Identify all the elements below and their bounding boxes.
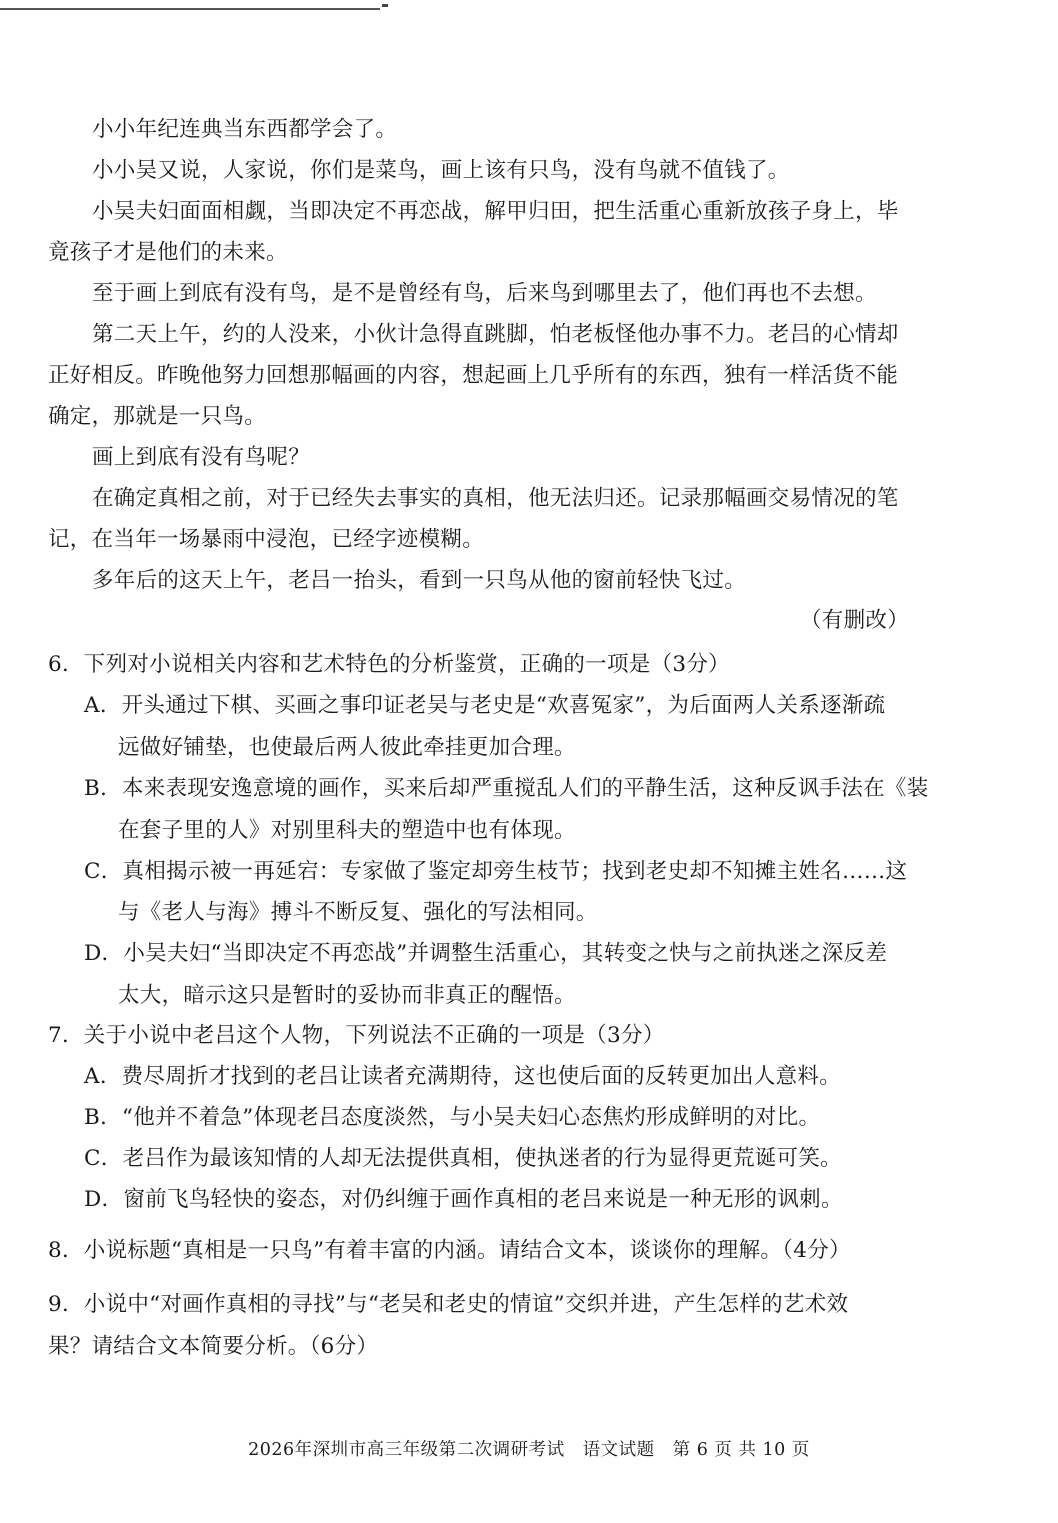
- question-6-option-a-cont: 远做好铺垫，也使最后两人彼此牵挂更加合理。: [118, 735, 576, 760]
- story-paragraph: 在确定真相之前，对于已经失去事实的真相，他无法归还。记录那幅画交易情况的笔: [92, 486, 899, 511]
- question-9-stem-cont: 果？请结合文本简要分析。（6分）: [48, 1334, 379, 1359]
- question-6-option-b-cont: 在套子里的人》对别里科夫的塑造中也有体现。: [118, 818, 576, 843]
- story-paragraph: 至于画上到底有没有鸟，是不是曾经有鸟，后来鸟到哪里去了，他们再也不去想。: [92, 281, 877, 306]
- story-paragraph: 记，在当年一场暴雨中浸泡，已经字迹模糊。: [48, 527, 485, 552]
- question-9-stem: 9．小说中“对画作真相的寻找”与“老吴和老史的情谊”交织并进，产生怎样的艺术效: [48, 1292, 849, 1317]
- question-8-stem: 8．小说标题“真相是一只鸟”有着丰富的内涵。请结合文本，谈谈你的理解。（4分）: [48, 1238, 851, 1263]
- story-paragraph: 小小吴又说，人家说，你们是菜鸟，画上该有只鸟，没有鸟就不值钱了。: [92, 158, 790, 183]
- story-paragraph: 第二天上午，约的人没来，小伙计急得直跳脚，怕老板怪他办事不力。老吕的心情却: [92, 322, 899, 347]
- page-footer: 2026年深圳市高三年级第二次调研考试 语文试题 第 6 页 共 10 页: [248, 1440, 810, 1460]
- question-7-option-d: D．窗前飞鸟轻快的姿态，对仍纠缠于画作真相的老吕来说是一种无形的讽刺。: [84, 1187, 843, 1212]
- story-paragraph: 小小年纪连典当东西都学会了。: [92, 117, 398, 142]
- question-6-option-b: B．本来表现安逸意境的画作，买来后却严重搅乱人们的平静生活，这种反讽手法在《装: [84, 776, 929, 801]
- question-6-option-a: A．开头通过下棋、买画之事印证老吴与老史是“欢喜冤家”，为后面两人关系逐渐疏: [84, 693, 886, 718]
- story-paragraph: 画上到底有没有鸟呢？: [92, 445, 311, 470]
- question-6-stem: 6．下列对小说相关内容和艺术特色的分析鉴赏，正确的一项是（3分）: [48, 652, 730, 677]
- question-7-option-a: A．费尽周折才找到的老吕让读者充满期待，这也使后面的反转更加出人意料。: [84, 1064, 842, 1089]
- question-6-option-d-cont: 太大，暗示这只是暂时的妥协而非真正的醒悟。: [118, 983, 576, 1008]
- story-paragraph: 多年后的这天上午，老吕一抬头，看到一只鸟从他的窗前轻快飞过。: [92, 568, 747, 593]
- scan-mark: [382, 4, 388, 7]
- story-paragraph: 小吴夫妇面面相觑，当即决定不再恋战，解甲归田，把生活重心重新放孩子身上，毕: [92, 199, 899, 224]
- story-paragraph: 竟孩子才是他们的未来。: [48, 240, 288, 265]
- question-6-option-d: D．小吴夫妇“当即决定不再恋战”并调整生活重心，其转变之快与之前执迷之深反差: [84, 941, 888, 966]
- question-6-option-c: C．真相揭示被一再延宕：专家做了鉴定却旁生枝节；找到老史却不知摊主姓名……这: [84, 859, 908, 884]
- revision-note: （有删改）: [800, 608, 910, 633]
- question-7-option-b: B．“他并不着急”体现老吕态度淡然，与小吴夫妇心态焦灼形成鲜明的对比。: [84, 1105, 821, 1130]
- question-7-option-c: C．老吕作为最该知情的人却无法提供真相，使执迷者的行为显得更荒诞可笑。: [84, 1146, 842, 1171]
- question-7-stem: 7．关于小说中老吕这个人物，下列说法不正确的一项是（3分）: [48, 1023, 665, 1048]
- story-paragraph: 正好相反。昨晚他努力回想那幅画的内容，想起画上几乎所有的东西，独有一样活货不能: [48, 363, 899, 388]
- scan-top-rule: [0, 0, 380, 10]
- question-6-option-c-cont: 与《老人与海》搏斗不断反复、强化的写法相同。: [118, 900, 598, 925]
- story-paragraph: 确定，那就是一只鸟。: [48, 404, 267, 429]
